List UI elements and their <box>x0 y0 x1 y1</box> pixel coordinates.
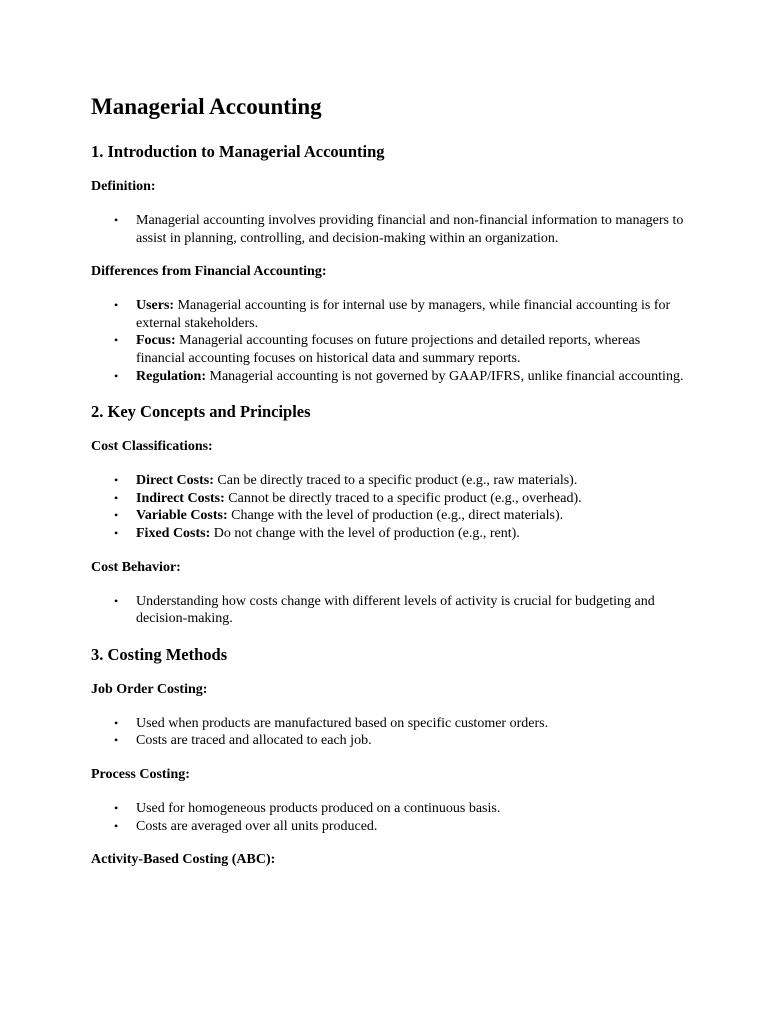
bullet-icon: • <box>114 298 119 313</box>
section-2-heading: 2. Key Concepts and Principles <box>91 402 311 422</box>
cost-classifications-label: Cost Classifications: <box>91 439 213 455</box>
list-item-text: Understanding how costs change with different levels of activity is crucial for budgeting and decision-making. <box>136 593 655 627</box>
list-item <box>114 800 688 818</box>
list-item-text: Managerial accounting is not governed by GAAP/IFRS, unlike financial accounting. <box>206 368 684 384</box>
list-item-term: Regulation: <box>136 368 206 384</box>
job-order-costing-label: Job Order Costing: <box>91 681 208 697</box>
list-item <box>114 593 688 628</box>
list-item <box>114 732 688 750</box>
list-item <box>114 212 688 247</box>
bullet-icon: • <box>114 818 119 833</box>
bullet-icon: • <box>114 800 119 815</box>
list-item <box>114 525 688 543</box>
list-item-text: Costs are averaged over all units produced. <box>136 818 378 834</box>
list-item <box>114 490 688 508</box>
list-item-text: Can be directly traced to a specific product (e.g., raw materials). <box>213 473 578 489</box>
list-item-text: Managerial accounting focuses on future projections and detailed reports, whereas financial accounting focuses on historical data and summary reports. <box>136 333 641 366</box>
list-item-term: Focus: <box>136 333 176 349</box>
list-item-text: Managerial accounting is for internal use by managers, while financial accounting is for external stakeholders. <box>136 298 671 331</box>
bullet-icon: • <box>114 213 119 227</box>
bullet-icon: • <box>114 490 119 505</box>
list-item-term: Users: <box>136 298 175 314</box>
bullet-icon: • <box>114 715 119 730</box>
definition-label: Definition: <box>91 179 156 194</box>
bullet-icon: • <box>114 473 119 488</box>
bullet-icon: • <box>114 368 119 383</box>
list-item <box>114 715 688 733</box>
list-item-text: Do not change with the level of production (e.g., rent). <box>210 525 520 541</box>
bullet-icon: • <box>114 333 119 348</box>
list-item-term: Variable Costs: <box>136 508 228 524</box>
section-1-heading: 1. Introduction to Managerial Accounting <box>91 142 385 161</box>
list-item-text: Used when products are manufactured based on specific customer orders. <box>136 715 549 731</box>
process-costing-list <box>91 800 688 835</box>
bullet-icon: • <box>114 593 119 608</box>
process-costing-label: Process Costing: <box>91 766 190 782</box>
list-item-term: Fixed Costs: <box>136 525 211 541</box>
list-item <box>114 332 688 367</box>
bullet-icon: • <box>114 733 119 748</box>
list-item-text: Used for homogeneous products produced on a continuous basis. <box>136 800 501 816</box>
cost-behavior-label: Cost Behavior: <box>91 559 181 575</box>
differences-list <box>91 297 688 385</box>
list-item <box>114 368 688 386</box>
list-item-term: Direct Costs: <box>136 473 214 489</box>
activity-based-costing-label: Activity-Based Costing (ABC): <box>91 852 276 868</box>
cost-classifications-list <box>91 472 688 542</box>
list-item <box>114 297 688 332</box>
section-3-heading: 3. Costing Methods <box>91 644 228 664</box>
job-order-costing-list <box>91 715 688 750</box>
differences-label: Differences from Financial Accounting: <box>91 264 327 280</box>
bullet-icon: • <box>114 508 119 523</box>
list-item-text: Change with the level of production (e.g., direct materials). <box>227 508 564 524</box>
list-item-text: Costs are traced and allocated to each job. <box>136 733 372 749</box>
cost-behavior-list <box>91 593 688 628</box>
list-item-term: Indirect Costs: <box>136 490 225 506</box>
list-item <box>114 472 688 490</box>
list-item <box>114 507 688 525</box>
document-title: Managerial Accounting <box>91 94 322 119</box>
list-item-text: Managerial accounting involves providing financial and non-financial information to managers to assist in planning, controlling, and decision-making within an organization. <box>136 213 684 246</box>
list-item <box>114 818 688 836</box>
list-item-text: Cannot be directly traced to a specific product (e.g., overhead). <box>224 490 582 506</box>
bullet-icon: • <box>114 525 119 540</box>
definition-list <box>91 212 688 247</box>
